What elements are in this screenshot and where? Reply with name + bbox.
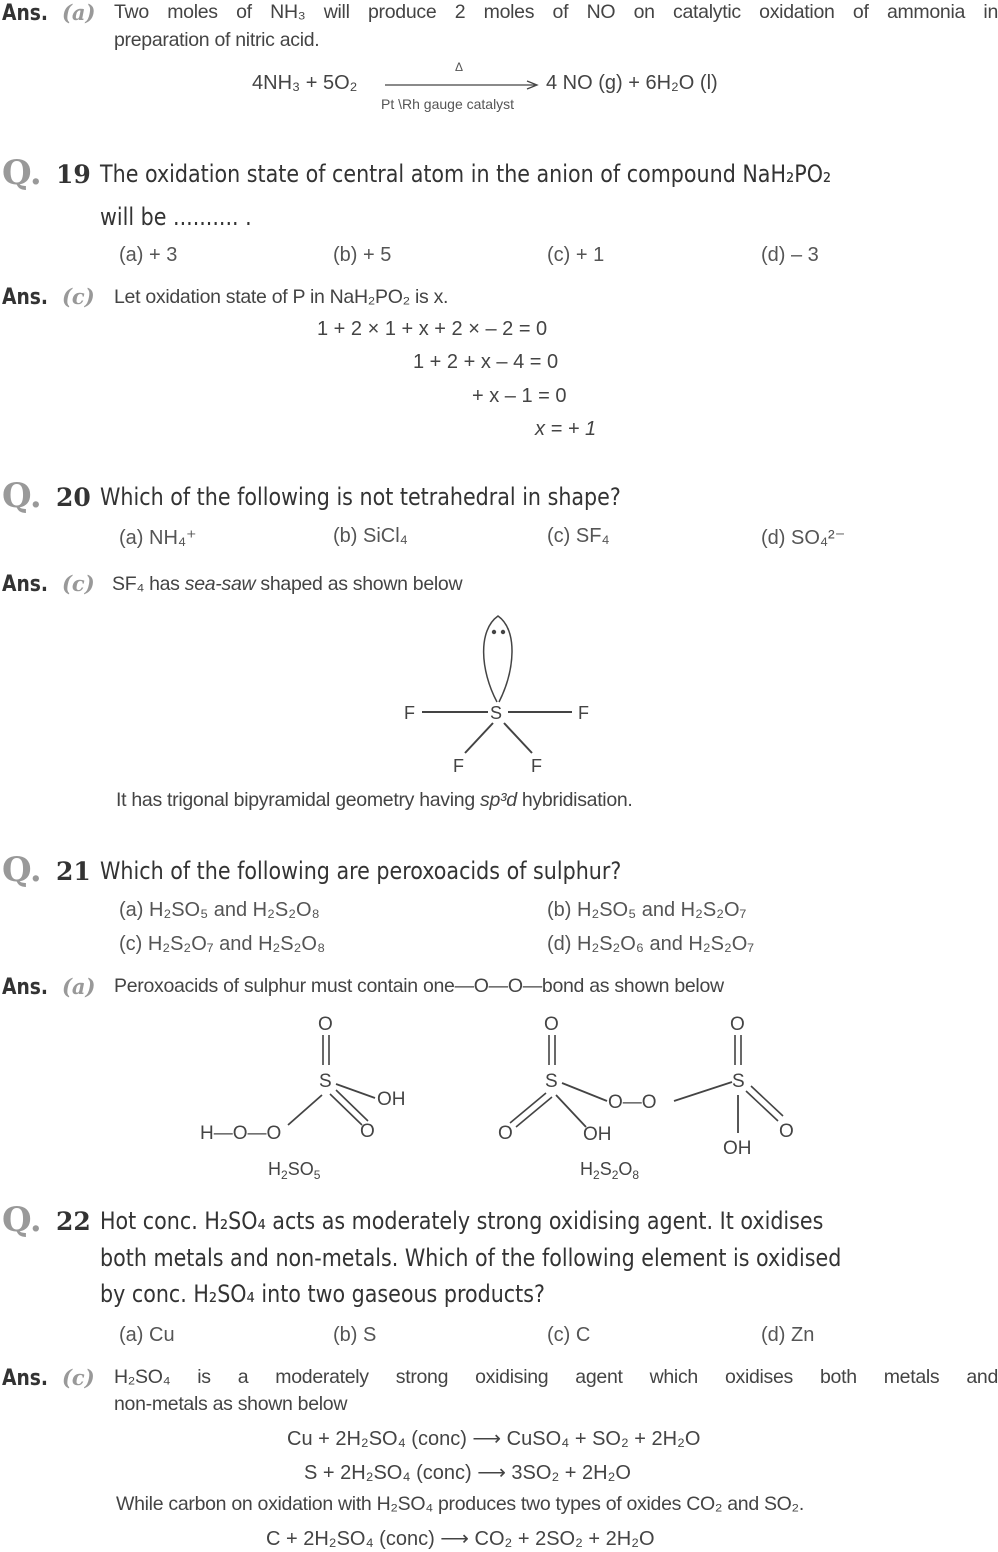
- equation-sulphur: S + 2H₂SO₄ (conc) ⟶ 3SO₂ + 2H₂O: [304, 1462, 631, 1484]
- equation-rhs: 4 NO (g) + 6H₂O (l): [546, 72, 718, 94]
- answer-option: (c): [62, 284, 95, 309]
- svg-text:S: S: [490, 703, 503, 723]
- equation-copper: Cu + 2H₂SO₄ (conc) ⟶ CuSO₄ + SO₂ + 2H₂O: [287, 1428, 701, 1450]
- answer-text-line2: non-metals as shown below: [114, 1393, 348, 1415]
- svg-text:F: F: [404, 703, 415, 723]
- option-c[interactable]: (c) + 1: [547, 244, 605, 266]
- svg-text:S: S: [319, 1071, 332, 1092]
- answer-option: (a): [62, 0, 96, 25]
- svg-text:S: S: [545, 1071, 558, 1092]
- question-mark: Q.: [2, 1200, 42, 1240]
- option-b[interactable]: (b) H₂SO₅ and H₂S₂O₇: [547, 899, 747, 921]
- h2so5-label: $H_2SO_5$: [268, 1159, 321, 1182]
- option-d[interactable]: (d) Zn: [761, 1324, 815, 1346]
- equation-above-arrow: Δ: [455, 60, 464, 74]
- option-b[interactable]: (b) S: [333, 1324, 377, 1346]
- question-mark: Q.: [2, 850, 42, 890]
- question-number: 19: [56, 160, 91, 189]
- answer-text: Let oxidation state of P in NaH₂PO₂ is x.: [114, 286, 449, 308]
- answer-text: SF₄ has sea-saw shaped as shown below: [112, 573, 463, 595]
- option-d[interactable]: (d) H₂S₂O₆ and H₂S₂O₇: [547, 933, 755, 955]
- option-a[interactable]: (a) H₂SO₅ and H₂S₂O₈: [119, 899, 320, 921]
- step-4: x = + 1: [535, 418, 597, 440]
- answer-label: Ans.: [2, 1366, 49, 1391]
- equation-below-arrow: Pt \Rh gauge catalyst: [381, 96, 515, 112]
- question-number: 22: [56, 1207, 91, 1236]
- svg-text:O: O: [730, 1014, 745, 1035]
- question-mark: Q.: [2, 476, 42, 516]
- answer-text: Peroxoacids of sulphur must contain one—O—O—bond as shown below: [114, 975, 724, 997]
- option-c[interactable]: (c) C: [547, 1324, 591, 1346]
- question-text-line2: both metals and non-metals. Which of the following element is oxidised: [100, 1244, 842, 1272]
- svg-text:O—O: O—O: [608, 1092, 657, 1113]
- answer-option: (c): [62, 571, 95, 596]
- option-c[interactable]: (c) SF₄: [547, 525, 610, 547]
- svg-text:OH: OH: [377, 1089, 406, 1110]
- equation-carbon: C + 2H₂SO₄ (conc) ⟶ CO₂ + 2SO₂ + 2H₂O: [266, 1528, 655, 1550]
- question-text: Which of the following is not tetrahedral in shape?: [100, 483, 621, 511]
- h2s2o8-structure: [490, 1005, 810, 1185]
- svg-text:F: F: [453, 756, 464, 776]
- svg-text:F: F: [578, 703, 589, 723]
- svg-text:OH: OH: [583, 1124, 612, 1145]
- option-d[interactable]: (d) – 3: [761, 244, 819, 266]
- svg-text:S: S: [732, 1071, 745, 1092]
- question-text-line1: The oxidation state of central atom in the anion of compound NaH₂PO₂: [100, 160, 832, 188]
- svg-text:O: O: [779, 1121, 794, 1142]
- sf4-structure-diagram: [400, 610, 600, 780]
- question-number: 21: [56, 857, 91, 886]
- step-3: + x – 1 = 0: [472, 385, 567, 407]
- question-text-line1: Hot conc. H₂SO₄ acts as moderately strong oxidising agent. It oxidises: [100, 1207, 824, 1235]
- option-a[interactable]: (a) Cu: [119, 1324, 175, 1346]
- question-number: 20: [56, 483, 91, 512]
- answer-option: (c): [62, 1365, 95, 1390]
- step-2: 1 + 2 + x – 4 = 0: [413, 351, 559, 373]
- svg-text:O: O: [544, 1014, 559, 1035]
- answer-label: Ans.: [2, 572, 49, 597]
- svg-text:H—O—O: H—O—O: [200, 1123, 282, 1144]
- answer-option: (a): [62, 974, 96, 999]
- answer-text-line2: preparation of nitric acid.: [114, 29, 320, 51]
- question-text-line2: will be .......... .: [100, 203, 252, 231]
- answer-label: Ans.: [2, 975, 49, 1000]
- h2so5-structure: [190, 1005, 440, 1185]
- option-c[interactable]: (c) H₂S₂O₇ and H₂S₂O₈: [119, 933, 326, 955]
- option-d[interactable]: (d) SO₄²⁻: [761, 527, 846, 549]
- answer-text-line1: H₂SO₄ is a moderately strong oxidising agent which oxidises both metals and: [114, 1366, 998, 1388]
- svg-text:F: F: [531, 756, 542, 776]
- geometry-note: It has trigonal bipyramidal geometry having sp³d hybridisation.: [116, 789, 633, 811]
- answer-label: Ans.: [2, 285, 49, 310]
- svg-text:OH: OH: [723, 1138, 752, 1159]
- question-text: Which of the following are peroxoacids of sulphur?: [100, 857, 622, 885]
- question-text-line3: by conc. H₂SO₄ into two gaseous products?: [100, 1280, 545, 1308]
- svg-text:O: O: [498, 1123, 513, 1144]
- option-a[interactable]: (a) NH₄⁺: [119, 527, 197, 549]
- equation-lhs: 4NH₃ + 5O₂: [252, 72, 358, 94]
- option-b[interactable]: (b) + 5: [333, 244, 392, 266]
- option-b[interactable]: (b) SiCl₄: [333, 525, 408, 547]
- answer-text-line1: Two moles of NH₃ will produce 2 moles of NO on catalytic oxidation of ammonia in: [114, 1, 998, 23]
- step-1: 1 + 2 × 1 + x + 2 × – 2 = 0: [317, 318, 548, 340]
- answer-label: Ans.: [2, 1, 49, 26]
- question-mark: Q.: [2, 153, 42, 193]
- h2s2o8-label: $H_2S_2O_8$: [580, 1159, 640, 1182]
- answer-text-line3: While carbon on oxidation with H₂SO₄ produces two types of oxides CO₂ and SO₂.: [116, 1493, 804, 1515]
- svg-text:O: O: [360, 1121, 375, 1142]
- arrow-icon: [385, 82, 545, 92]
- svg-text:O: O: [318, 1014, 333, 1035]
- option-a[interactable]: (a) + 3: [119, 244, 178, 266]
